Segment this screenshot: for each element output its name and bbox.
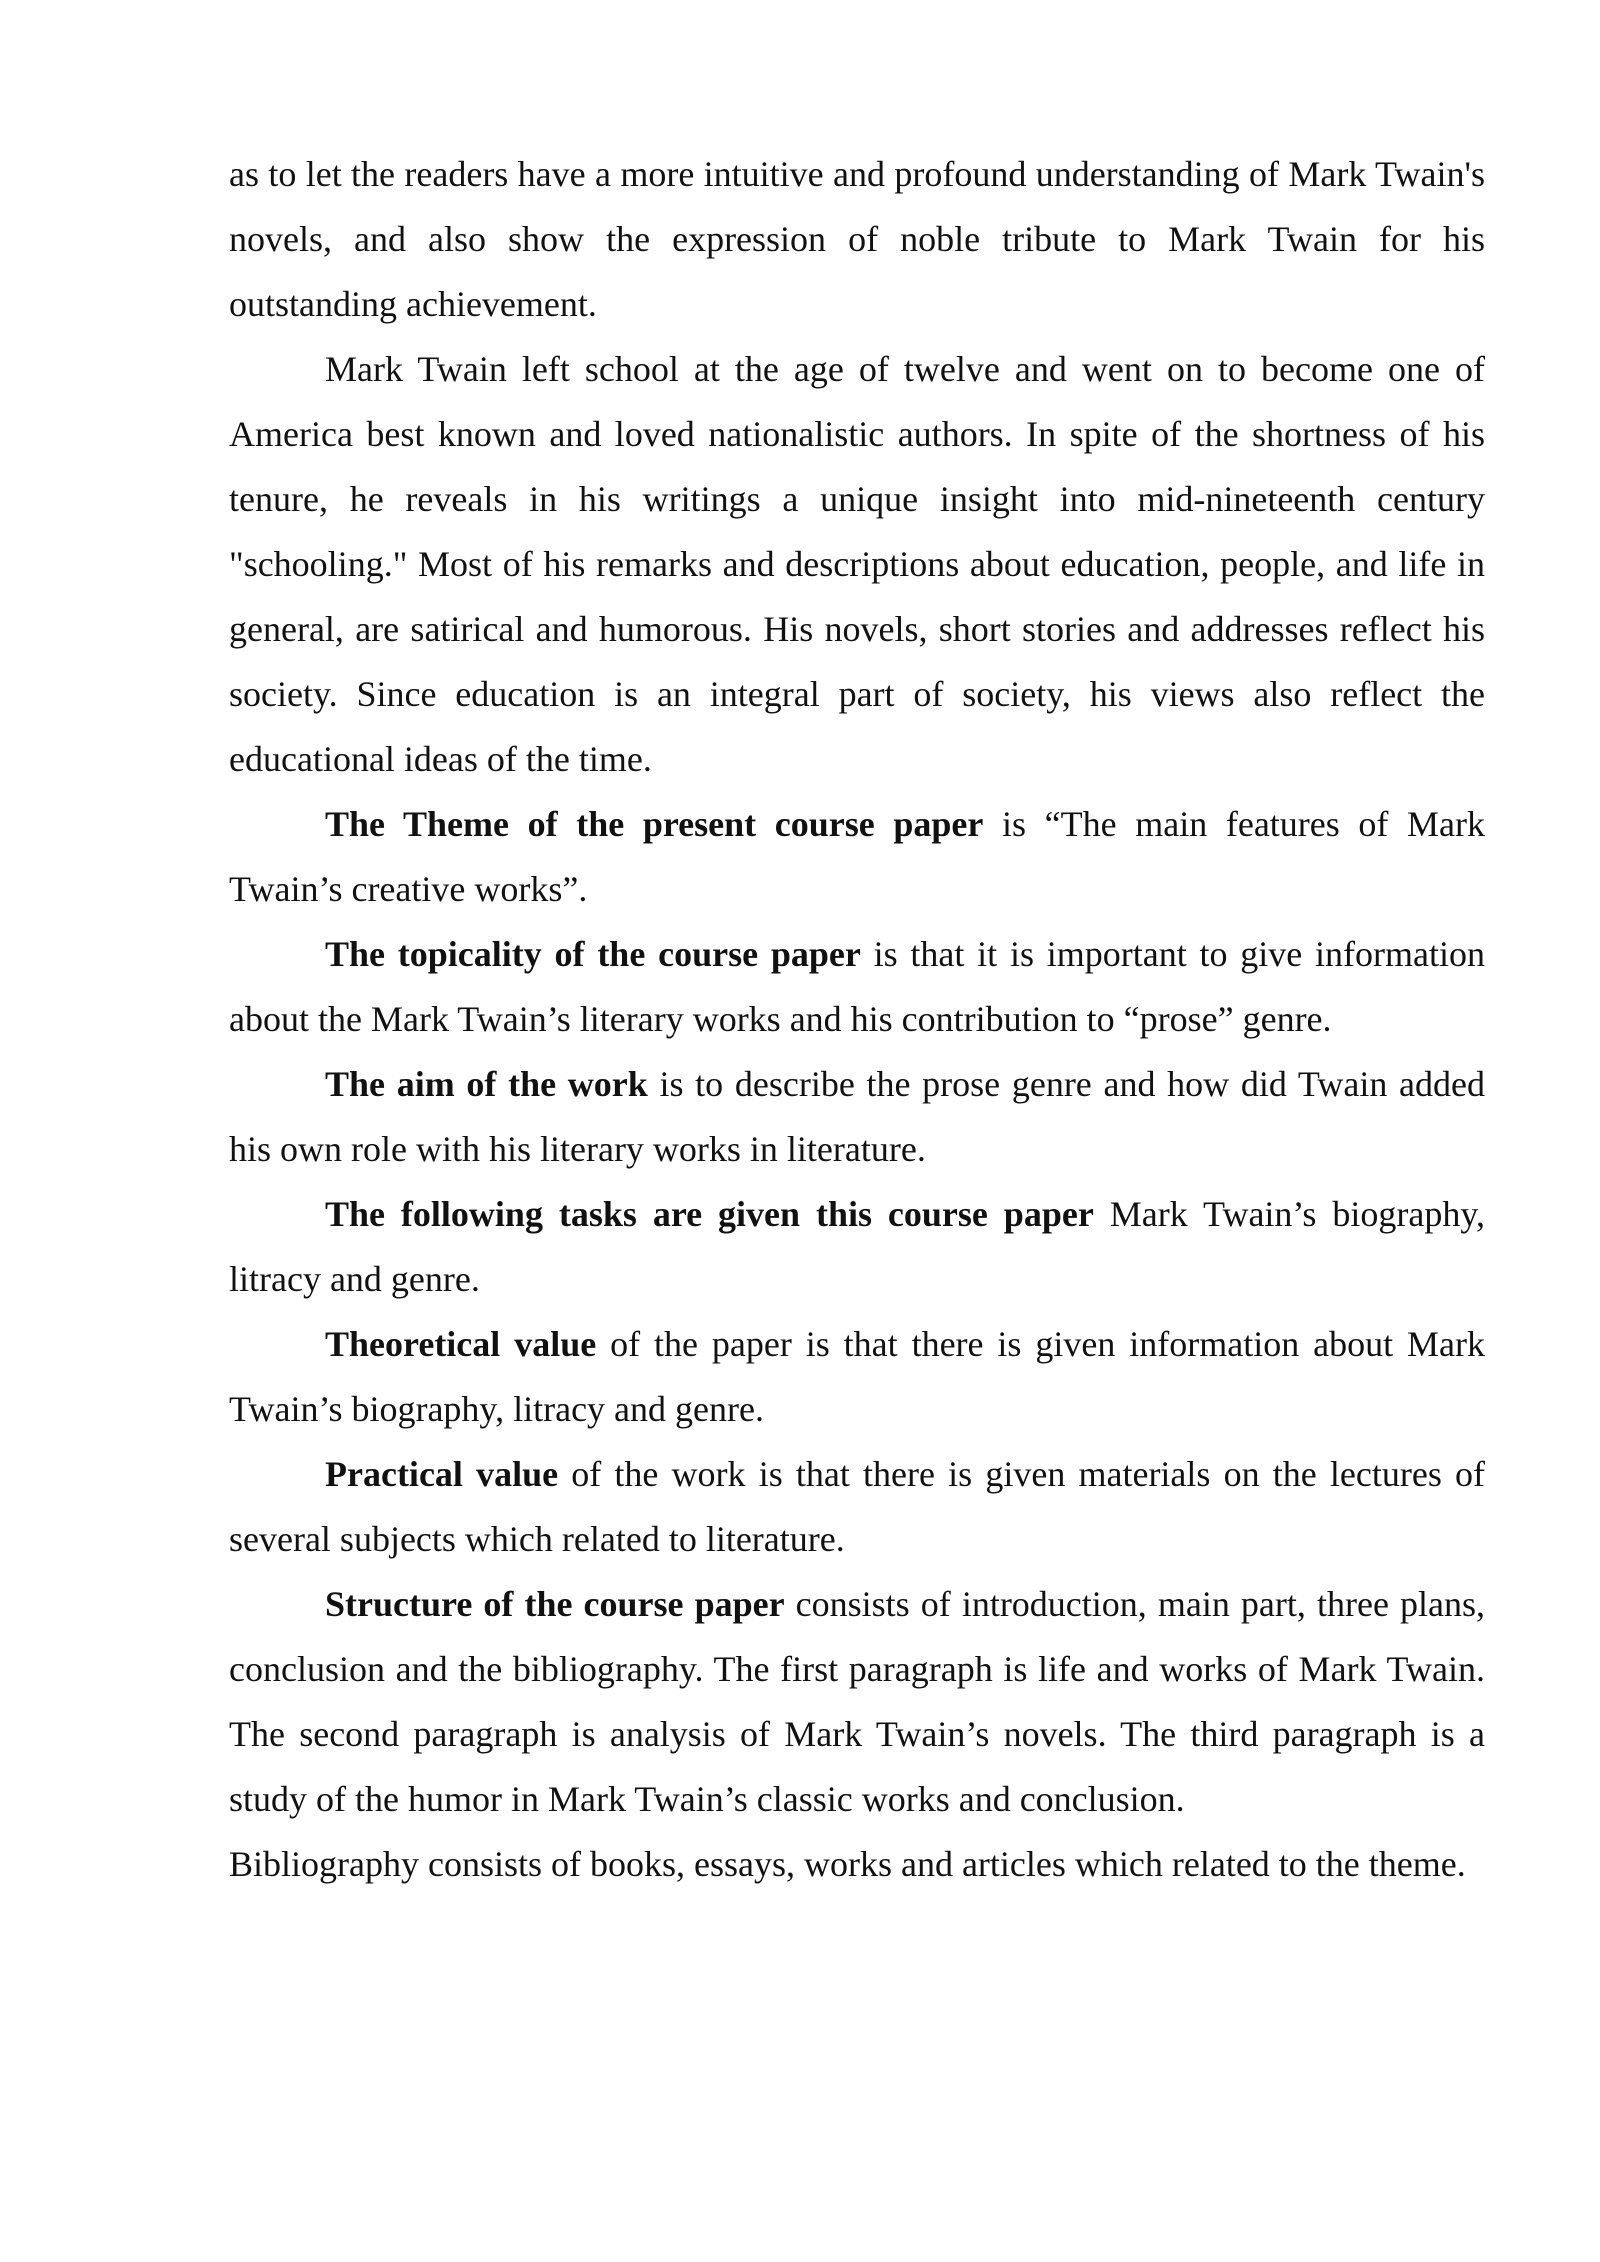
paragraph-lead: The Theme of the present course paper: [325, 804, 984, 844]
paragraph-practical-value: [229, 1442, 1485, 1572]
paragraph-text: Mark Twain’s biography, litracy and genre.: [229, 1194, 1485, 1299]
paragraph-theoretical-value: [229, 1312, 1485, 1442]
paragraph-intro-continuation: [229, 142, 1485, 337]
paragraph-structure: [229, 1572, 1485, 1832]
paragraph-text: as to let the readers have a more intuitive and profound understanding of Mark Twain's novels, and also show the expression of noble tribute to Mark Twain for his outstanding achievement.: [229, 154, 1485, 324]
paragraph-text: of the work is that there is given materials on the lectures of several subjects which related to literature.: [229, 1454, 1485, 1559]
paragraph-text: consists of introduction, main part, three plans, conclusion and the bibliography. The first paragraph is life and works of Mark Twain. The second paragraph is analysis of Mark Twain’s novels. The third paragraph is a study of the humor in Mark Twain’s classic works and conclusion.: [229, 1584, 1485, 1819]
paragraph-lead: Structure of the course paper: [325, 1584, 785, 1624]
paragraph-lead: Practical value: [325, 1454, 559, 1494]
body-text: [229, 142, 1485, 1897]
paragraph-bibliography: [229, 1832, 1485, 1897]
paragraph-theme: [229, 792, 1485, 922]
paragraph-text: Bibliography consists of books, essays, works and articles which related to the theme.: [229, 1844, 1466, 1884]
paragraph-lead: The topicality of the course paper: [325, 934, 861, 974]
paragraph-topicality: [229, 922, 1485, 1052]
paragraph-tasks: [229, 1182, 1485, 1312]
paragraph-twain-education: [229, 337, 1485, 792]
paragraph-text: is that it is important to give information about the Mark Twain’s literary works and his contribution to “prose” genre.: [229, 934, 1486, 1039]
paragraph-text: Mark Twain left school at the age of twelve and went on to become one of America best known and loved nationalistic authors. In spite of the shortness of his tenure, he reveals in his writings a unique insight into mid-nineteenth century "schooling." Most of his remarks and descriptions about education, people, and life in general, are satirical and humorous. His novels, short stories and addresses reflect his society. Since education is an integral part of society, his views also reflect the educational ideas of the time.: [229, 349, 1485, 779]
paragraph-text: of the paper is that there is given information about Mark Twain’s biography, litracy and genre.: [229, 1324, 1485, 1429]
paragraph-lead: Theoretical value: [325, 1324, 597, 1364]
paragraph-lead: The following tasks are given this course paper: [325, 1194, 1094, 1234]
paragraph-aim: [229, 1052, 1485, 1182]
paragraph-lead: The aim of the work: [325, 1064, 648, 1104]
paragraph-text: is “The main features of Mark Twain’s creative works”.: [229, 804, 1485, 909]
paragraph-text: is to describe the prose genre and how did Twain added his own role with his literary works in literature.: [229, 1064, 1486, 1169]
